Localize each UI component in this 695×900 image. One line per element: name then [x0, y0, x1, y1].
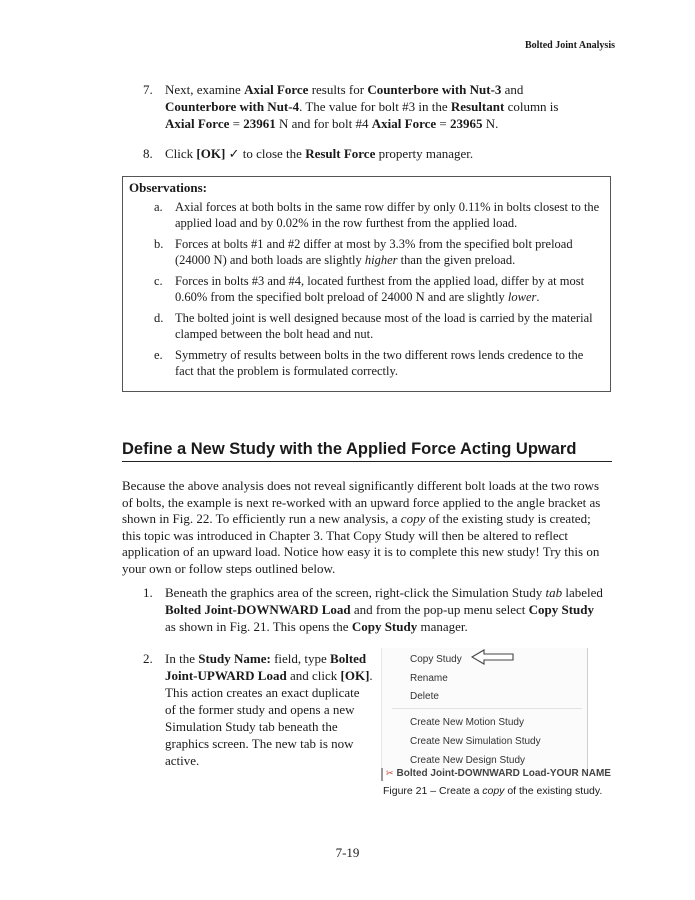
- checkmark-icon: ✓: [225, 146, 240, 161]
- step-text: Next, examine Axial Force results for Counterbore with Nut-3 and Counterbore with Nut-4. The value for bolt #3 in the Resultant column is Axial Force = 23961 N and for bolt #4 Axial Force = 23965 N.: [165, 82, 559, 131]
- observation-b: b. Forces at bolts #1 and #2 differ at most by 3.3% from the specified bolt preload (24000 N) and both loads are slightly higher than the given preload.: [154, 237, 573, 267]
- menu-item-new-motion-study[interactable]: Create New Motion Study: [410, 717, 524, 728]
- step-number: 2.: [143, 651, 153, 666]
- step-8: [143, 145, 603, 162]
- menu-item-rename[interactable]: Rename: [410, 673, 448, 684]
- arrow-left-icon: [471, 649, 515, 665]
- menu-item-new-design-study[interactable]: Create New Design Study: [410, 755, 526, 766]
- observations-box: [122, 176, 611, 392]
- step-text: In the Study Name: field, type Bolted Joint-UPWARD Load and click [OK]. This action creates an exact duplicate of the former study and opens a new Simulation Study tab beneath the graphics screen. The new tab is now active.: [165, 651, 373, 768]
- observations-title: Observations:: [129, 180, 207, 195]
- step-number: 1.: [143, 585, 153, 600]
- figure-caption: Figure 21 – Create a copy of the existing study.: [383, 785, 603, 797]
- menu-item-new-simulation-study[interactable]: Create New Simulation Study: [410, 736, 541, 747]
- simulation-study-icon: ✂: [386, 768, 394, 778]
- study-tab[interactable]: [381, 768, 615, 781]
- context-menu: [381, 648, 588, 772]
- observation-c: c. Forces in bolts #3 and #4, located furthest from the applied load, differ by at most 0.60% from the specified bolt preload of 24000 N and are slightly lower.: [154, 274, 585, 304]
- running-header: Bolted Joint Analysis: [524, 40, 615, 51]
- step-number: 8.: [143, 146, 153, 161]
- intro-paragraph: Because the above analysis does not reveal significantly different bolt loads at the two rows of bolts, the example is next re-worked with an upward force applied to the angle bracket as shown in Fig. 22. To efficiently run a new analysis, a copy of the existing study is created; this topic was introduced in Chapter 3. That Copy Study will then be altered to reflect application of an upward load. Notice how easy it is to complete this new study! Try this on your own or follow steps outlined below.: [122, 478, 601, 576]
- page-number: 7-19: [335, 845, 360, 860]
- observation-d: d. The bolted joint is well designed because most of the load is carried by the material clamped between the bolt head and nut.: [154, 311, 593, 341]
- step-text: Click [OK] ✓ to close the Result Force property manager.: [165, 146, 474, 161]
- menu-item-copy-study[interactable]: Copy Study: [410, 654, 462, 665]
- step-2: [143, 650, 373, 769]
- menu-separator: [392, 708, 582, 709]
- step-number: 7.: [143, 82, 153, 97]
- observation-a: a. Axial forces at both bolts in the same row differ by only 0.11% in bolts closest to the applied load and by 0.02% in the row furthest from the applied load.: [154, 200, 600, 230]
- menu-item-delete[interactable]: Delete: [410, 691, 439, 702]
- study-tab-label: Bolted Joint-DOWNWARD Load-YOUR NAME: [396, 768, 611, 779]
- step-text: Beneath the graphics area of the screen, right-click the Simulation Study tab labeled Bolted Joint-DOWNWARD Load and from the pop-up menu select Copy Study as shown in Fig. 21. This opens the Copy Study manager.: [165, 585, 603, 634]
- step-7: [143, 81, 603, 132]
- section-heading: Define a New Study with the Applied Force Acting Upward: [122, 440, 612, 462]
- observation-e: e. Symmetry of results between bolts in the two different rows lends credence to the fact that the problem is formulated correctly.: [154, 348, 584, 378]
- step-1: [143, 584, 603, 635]
